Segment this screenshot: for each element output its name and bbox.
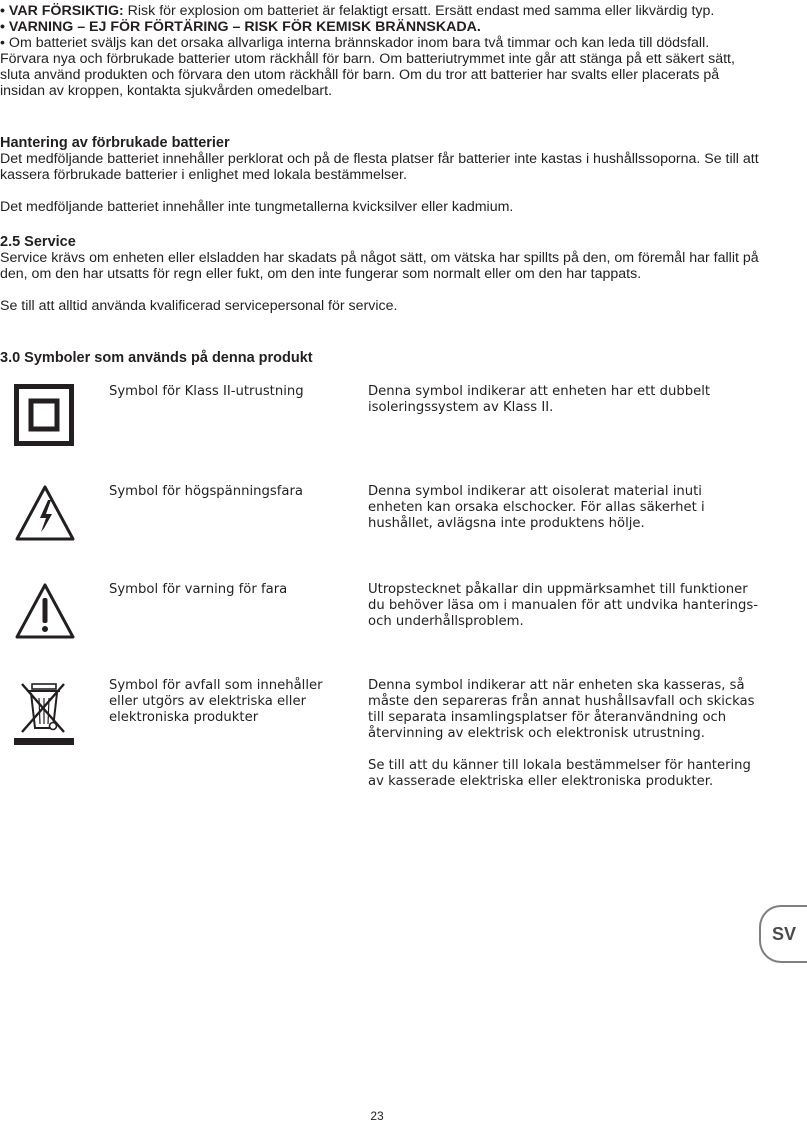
description-paragraph: Denna symbol indikerar att oisolerat material inuti enheten kan orsaka elschocker. För allas säkerhet i hushållet, avlägsna inte produktens hölje. — [368, 484, 705, 531]
disposal-text-2: Det medföljande batteriet innehåller inte tungmetallerna kvicksilver eller kadmium. — [0, 199, 514, 215]
battery-disposal — [0, 135, 760, 215]
description-paragraph: Denna symbol indikerar att när enheten ska kasseras, så måste den separeras från annat hushållsavfall och skickas till separata insamlingsplatser för återanvändning och återvinning av elektrisk och elektronisk utrustning. — [368, 678, 755, 741]
caution-paragraph — [0, 3, 760, 19]
description-paragraph: Utropstecknet påkallar din uppmärksamhet till funktioner du behöver läsa om i manualen för att undvika hanterings- och underhållsproblem. — [368, 582, 758, 629]
caution-text: Risk för explosion om batteriet är felaktigt ersatt. Ersätt endast med samma eller likvärdig typ. — [123, 3, 715, 19]
caution-label: • VAR FÖRSIKTIG: — [0, 3, 124, 19]
description-paragraph: Se till att du känner till lokala bestämmelser för hantering av kasserade elektriska eller elektroniska produkter. — [368, 758, 751, 789]
symbols-heading: 3.0 Symboler som används på denna produkt — [0, 350, 313, 366]
disposal-heading: Hantering av förbrukade batterier — [0, 135, 230, 151]
language-tab — [759, 905, 807, 963]
symbol-name: Symbol för avfall som innehåller eller utgörs av elektriska eller elektroniska produkter — [109, 678, 323, 725]
warning-heading: • VARNING – EJ FÖR FÖRTÄRING – RISK FÖR KEMISK BRÄNNSKADA. — [0, 19, 481, 35]
description-paragraph: Denna symbol indikerar att enheten har ett dubbelt isoleringssystem av Klass II. — [368, 384, 711, 415]
symbols-section — [0, 350, 760, 366]
symbol-description — [368, 384, 758, 432]
symbol-description — [368, 678, 758, 806]
symbol-description — [368, 484, 758, 548]
warning-text: • Om batteriet sväljs kan det orsaka allvarliga interna brännskador inom bara två timmar och kan leda till dödsfall. Förvara nya och förbrukade batterier utom räckhåll för barn. Om batteriutrymmet inte går att stänga på ett säkert sätt, sluta använd produkten och förvara den utom räckhåll för barn. Om du tror att batterier har svalts eller placerats på insidan av kroppen, kontakta sjukvården omedelbart. — [0, 35, 735, 99]
battery-warnings — [0, 3, 760, 99]
high-voltage-icon — [14, 484, 76, 547]
class-ii-icon — [14, 384, 74, 451]
symbol-name: Symbol för högspänningsfara — [109, 484, 303, 499]
service-text-2: Se till att alltid använda kvalificerad servicepersonal för service. — [0, 298, 398, 314]
disposal-text-1: Det medföljande batteriet innehåller perklorat och på de flesta platser får batterier inte kastas i hushållssoporna. Se till att kassera förbrukade batterier i enlighet med lokala bestämmelser. — [0, 151, 759, 183]
weee-bin-icon — [14, 678, 76, 751]
service-text-1: Service krävs om enheten eller elsladden har skadats på något sätt, om vätska har spillts på den, om föremål har fallit på den, om den har utsatts för regn eller fukt, om den inte fungerar som normalt eller om den har tappats. — [0, 250, 759, 282]
symbol-description — [368, 582, 758, 646]
page-number: 23 — [370, 1109, 384, 1123]
warning-icon — [14, 582, 76, 645]
language-tab-label: SV — [771, 923, 796, 944]
service-heading: 2.5 Service — [0, 234, 76, 250]
symbol-name: Symbol för Klass II-utrustning — [109, 384, 304, 399]
service-section — [0, 234, 760, 314]
symbol-name: Symbol för varning för fara — [109, 582, 288, 597]
